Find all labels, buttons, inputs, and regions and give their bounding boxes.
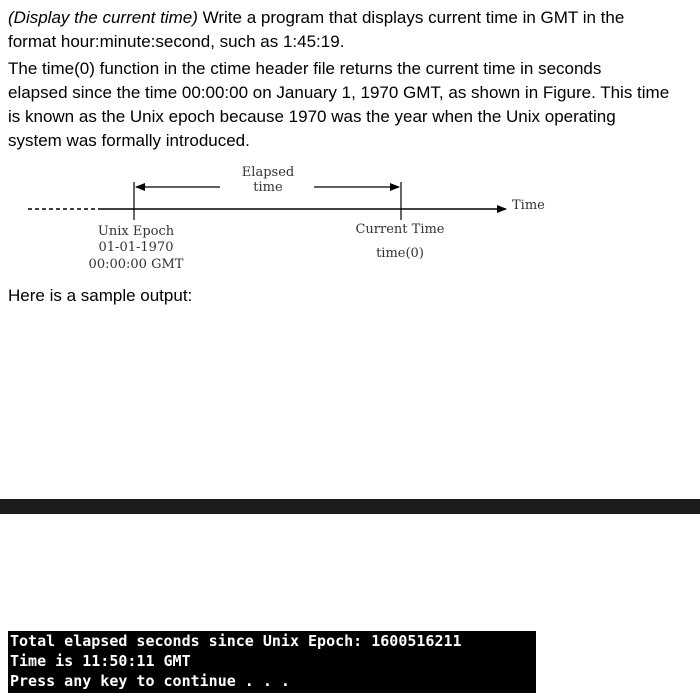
divider-bar: [0, 499, 700, 514]
problem-line-1: [8, 6, 690, 30]
time-function-explanation: [8, 57, 690, 153]
epoch-label-1: Unix Epoch: [97, 224, 175, 239]
console-line: Press any key to continue . . .: [10, 672, 290, 690]
explanation-line: The time(0) function in the ctime header file returns the current time in seconds: [8, 59, 602, 78]
elapsed-label-1: Elapsed: [241, 165, 295, 180]
epoch-label-3: 00:00:00 GMT: [88, 257, 184, 272]
problem-line-1-text: Write a program that displays current time in GMT in the: [197, 8, 625, 27]
current-time-label-1: Current Time: [355, 222, 445, 237]
axis-time-label: Time: [512, 198, 545, 213]
explanation-line: is known as the Unix epoch because 1970 was the year when the Unix operating: [8, 107, 616, 126]
unix-epoch-timeline-figure: [0, 160, 700, 280]
console-output: [8, 631, 536, 693]
problem-statement: [8, 6, 690, 54]
sample-output-intro: [8, 284, 690, 308]
problem-title: (Display the current time): [8, 8, 198, 27]
elapsed-label-2: time: [253, 180, 283, 195]
explanation-line: system was formally introduced.: [8, 131, 250, 150]
epoch-label-2: 01-01-1970: [98, 240, 174, 255]
console-line: Time is 11:50:11 GMT: [10, 652, 191, 670]
sample-output-intro-text: Here is a sample output:: [8, 286, 193, 305]
problem-line-2: format hour:minute:second, such as 1:45:19.: [8, 32, 345, 51]
console-line: Total elapsed seconds since Unix Epoch: 1600516211: [10, 632, 462, 650]
explanation-line: elapsed since the time 00:00:00 on January 1, 1970 GMT, as shown in Figure. This time: [8, 83, 670, 102]
current-time-label-2: time(0): [376, 246, 424, 261]
